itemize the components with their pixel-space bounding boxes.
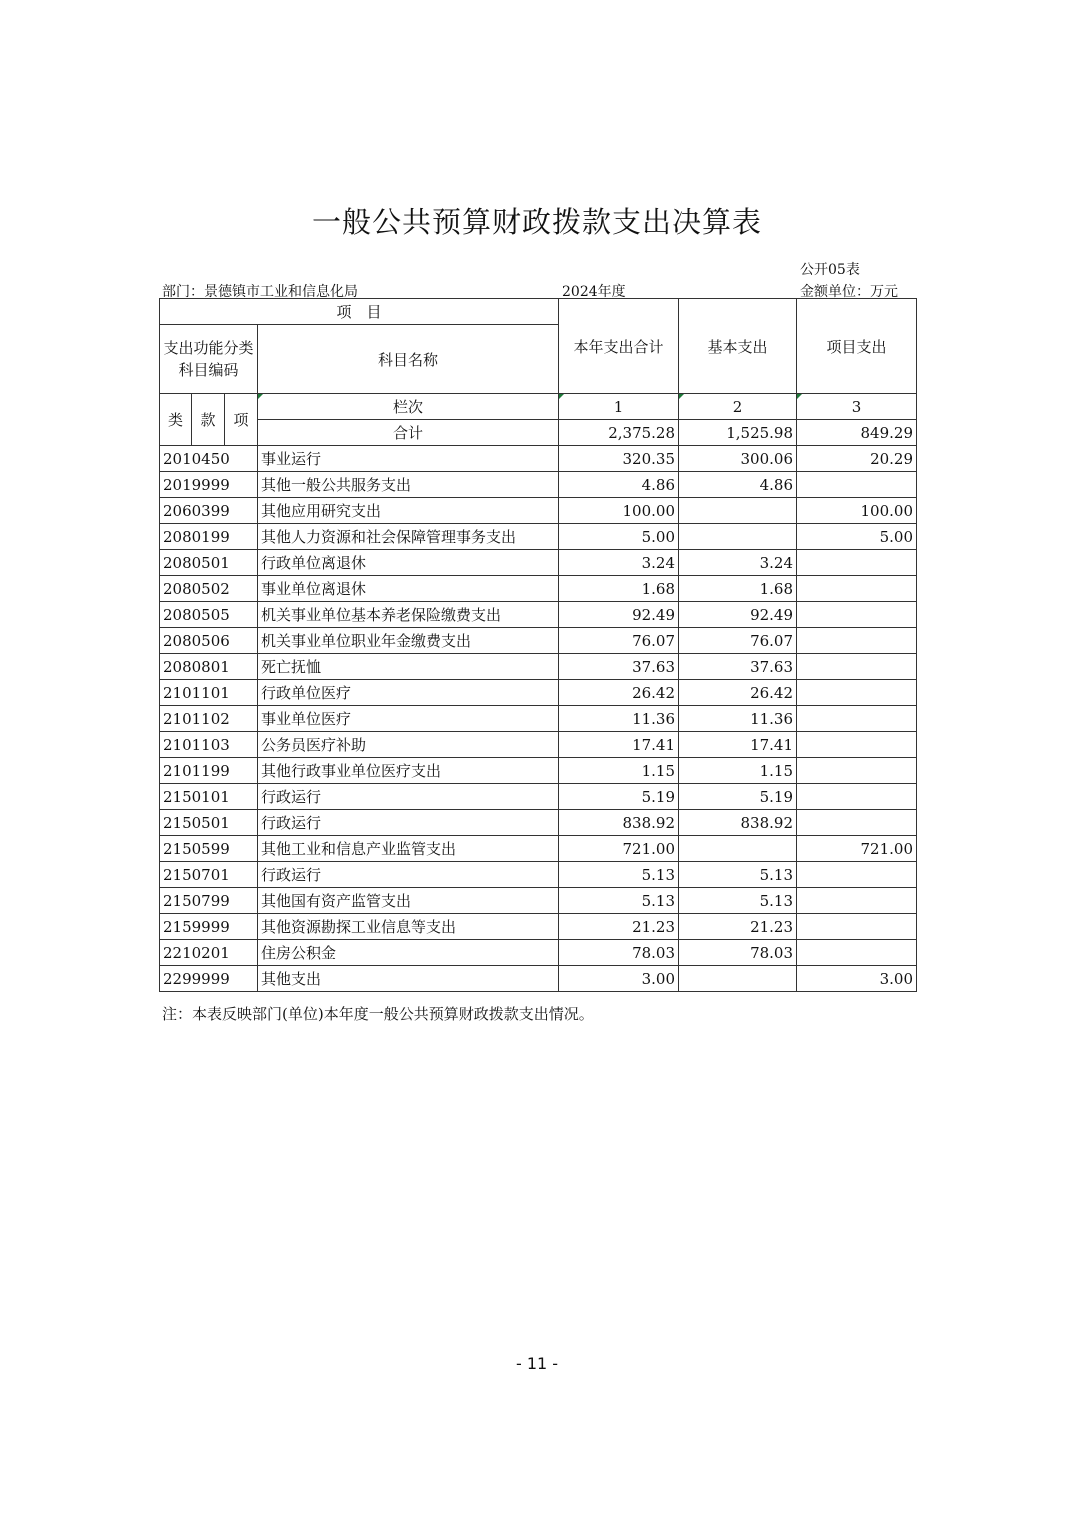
row-basic: 5.13 xyxy=(679,888,797,914)
row-code: 2101103 xyxy=(160,732,258,758)
row-subject-name: 公务员医疗补助 xyxy=(258,732,559,758)
total-basic: 1,525.98 xyxy=(679,420,797,446)
table-row xyxy=(160,862,917,888)
row-total: 5.00 xyxy=(559,524,679,550)
table-row xyxy=(160,732,917,758)
row-total: 838.92 xyxy=(559,810,679,836)
row-code: 2101199 xyxy=(160,758,258,784)
row-code: 2159999 xyxy=(160,914,258,940)
header-lei: 类 xyxy=(160,394,192,446)
row-project xyxy=(797,654,917,680)
row-basic xyxy=(679,524,797,550)
row-basic xyxy=(679,836,797,862)
row-code: 2060399 xyxy=(160,498,258,524)
row-project: 100.00 xyxy=(797,498,917,524)
table-row xyxy=(160,550,917,576)
row-project: 721.00 xyxy=(797,836,917,862)
row-subject-name: 其他应用研究支出 xyxy=(258,498,559,524)
row-basic: 4.86 xyxy=(679,472,797,498)
row-subject-name: 机关事业单位基本养老保险缴费支出 xyxy=(258,602,559,628)
table-row xyxy=(160,498,917,524)
row-project: 5.00 xyxy=(797,524,917,550)
row-subject-name: 住房公积金 xyxy=(258,940,559,966)
header-num-3: 3 xyxy=(797,394,917,420)
table-row xyxy=(160,810,917,836)
table-row xyxy=(160,888,917,914)
row-total: 320.35 xyxy=(559,446,679,472)
row-subject-name: 其他国有资产监管支出 xyxy=(258,888,559,914)
row-basic xyxy=(679,966,797,992)
header-num-2: 2 xyxy=(679,394,797,420)
row-subject-name: 行政运行 xyxy=(258,784,559,810)
table-row xyxy=(160,654,917,680)
row-total: 78.03 xyxy=(559,940,679,966)
table-row xyxy=(160,524,917,550)
row-total: 100.00 xyxy=(559,498,679,524)
row-total: 1.15 xyxy=(559,758,679,784)
row-subject-name: 行政运行 xyxy=(258,862,559,888)
table-row xyxy=(160,836,917,862)
row-subject-name: 行政单位离退休 xyxy=(258,550,559,576)
row-basic: 838.92 xyxy=(679,810,797,836)
table-row xyxy=(160,446,917,472)
row-project xyxy=(797,602,917,628)
row-total: 92.49 xyxy=(559,602,679,628)
row-total: 3.24 xyxy=(559,550,679,576)
row-total: 76.07 xyxy=(559,628,679,654)
fiscal-year: 2024年度 xyxy=(562,284,626,300)
row-code: 2019999 xyxy=(160,472,258,498)
row-code: 2150799 xyxy=(160,888,258,914)
row-subject-name: 其他行政事业单位医疗支出 xyxy=(258,758,559,784)
header-col-total: 本年支出合计 xyxy=(559,299,679,394)
row-basic: 76.07 xyxy=(679,628,797,654)
row-total: 4.86 xyxy=(559,472,679,498)
table-row xyxy=(160,706,917,732)
row-basic: 5.19 xyxy=(679,784,797,810)
row-project xyxy=(797,732,917,758)
row-basic: 37.63 xyxy=(679,654,797,680)
row-code: 2080501 xyxy=(160,550,258,576)
header-item: 项 目 xyxy=(160,299,559,325)
row-project xyxy=(797,628,917,654)
row-subject-name: 其他资源勘探工业信息等支出 xyxy=(258,914,559,940)
table-note: 注：本表反映部门(单位)本年度一般公共预算财政拨款支出情况。 xyxy=(162,1005,594,1023)
row-total: 5.19 xyxy=(559,784,679,810)
row-project xyxy=(797,810,917,836)
header-xiang: 项 xyxy=(225,394,258,446)
row-code: 2080502 xyxy=(160,576,258,602)
row-code: 2010450 xyxy=(160,446,258,472)
budget-table xyxy=(159,298,917,992)
row-subject-name: 机关事业单位职业年金缴费支出 xyxy=(258,628,559,654)
row-total: 17.41 xyxy=(559,732,679,758)
row-project xyxy=(797,914,917,940)
row-project xyxy=(797,472,917,498)
row-code: 2101101 xyxy=(160,680,258,706)
table-row xyxy=(160,576,917,602)
row-basic: 300.06 xyxy=(679,446,797,472)
page-number: - 11 - xyxy=(515,1354,559,1373)
row-project xyxy=(797,758,917,784)
header-col-basic: 基本支出 xyxy=(679,299,797,394)
row-project: 3.00 xyxy=(797,966,917,992)
row-code: 2299999 xyxy=(160,966,258,992)
row-basic: 78.03 xyxy=(679,940,797,966)
total-project: 849.29 xyxy=(797,420,917,446)
row-total: 37.63 xyxy=(559,654,679,680)
amount-unit: 金额单位：万元 xyxy=(800,284,898,300)
row-total: 3.00 xyxy=(559,966,679,992)
row-subject-name: 行政单位医疗 xyxy=(258,680,559,706)
table-row xyxy=(160,784,917,810)
row-total: 11.36 xyxy=(559,706,679,732)
header-row-item xyxy=(160,299,917,325)
row-code: 2080801 xyxy=(160,654,258,680)
row-basic: 1.68 xyxy=(679,576,797,602)
row-code: 2150501 xyxy=(160,810,258,836)
row-code: 2080199 xyxy=(160,524,258,550)
table-row xyxy=(160,966,917,992)
row-project xyxy=(797,784,917,810)
row-project: 20.29 xyxy=(797,446,917,472)
table-row xyxy=(160,628,917,654)
row-code: 2101102 xyxy=(160,706,258,732)
table-row xyxy=(160,758,917,784)
total-label: 合计 xyxy=(258,420,559,446)
row-project xyxy=(797,550,917,576)
row-code: 2080506 xyxy=(160,628,258,654)
header-subject-name: 科目名称 xyxy=(258,325,559,394)
row-total: 5.13 xyxy=(559,862,679,888)
header-lanci: 栏次 xyxy=(258,394,559,420)
row-basic: 17.41 xyxy=(679,732,797,758)
total-row xyxy=(160,420,917,446)
row-basic: 21.23 xyxy=(679,914,797,940)
row-subject-name: 事业单位医疗 xyxy=(258,706,559,732)
row-total: 721.00 xyxy=(559,836,679,862)
row-basic: 26.42 xyxy=(679,680,797,706)
row-subject-name: 行政运行 xyxy=(258,810,559,836)
row-subject-name: 事业单位离退休 xyxy=(258,576,559,602)
header-num-1: 1 xyxy=(559,394,679,420)
row-project xyxy=(797,576,917,602)
row-subject-name: 其他人力资源和社会保障管理事务支出 xyxy=(258,524,559,550)
row-basic: 11.36 xyxy=(679,706,797,732)
row-total: 26.42 xyxy=(559,680,679,706)
row-project xyxy=(797,940,917,966)
row-project xyxy=(797,888,917,914)
header-func-code: 支出功能分类科目编码 xyxy=(160,325,258,394)
row-basic: 3.24 xyxy=(679,550,797,576)
row-code: 2210201 xyxy=(160,940,258,966)
row-basic xyxy=(679,498,797,524)
row-project xyxy=(797,862,917,888)
row-subject-name: 事业运行 xyxy=(258,446,559,472)
row-code: 2150701 xyxy=(160,862,258,888)
header-row-index xyxy=(160,394,917,420)
table-row xyxy=(160,602,917,628)
row-total: 21.23 xyxy=(559,914,679,940)
form-code: 公开05表 xyxy=(800,262,860,278)
row-subject-name: 死亡抚恤 xyxy=(258,654,559,680)
row-project xyxy=(797,680,917,706)
row-code: 2150101 xyxy=(160,784,258,810)
row-subject-name: 其他工业和信息产业监管支出 xyxy=(258,836,559,862)
row-total: 5.13 xyxy=(559,888,679,914)
row-basic: 92.49 xyxy=(679,602,797,628)
total-amount: 2,375.28 xyxy=(559,420,679,446)
row-basic: 1.15 xyxy=(679,758,797,784)
table-row xyxy=(160,940,917,966)
row-subject-name: 其他一般公共服务支出 xyxy=(258,472,559,498)
row-project xyxy=(797,706,917,732)
table-row xyxy=(160,472,917,498)
row-subject-name: 其他支出 xyxy=(258,966,559,992)
row-code: 2150599 xyxy=(160,836,258,862)
header-kuan: 款 xyxy=(192,394,225,446)
header-col-project: 项目支出 xyxy=(797,299,917,394)
row-basic: 5.13 xyxy=(679,862,797,888)
table-row xyxy=(160,914,917,940)
department-label: 部门：景德镇市工业和信息化局 xyxy=(162,284,358,300)
row-code: 2080505 xyxy=(160,602,258,628)
table-row xyxy=(160,680,917,706)
row-total: 1.68 xyxy=(559,576,679,602)
page-title: 一般公共预算财政拨款支出决算表 xyxy=(311,205,762,239)
